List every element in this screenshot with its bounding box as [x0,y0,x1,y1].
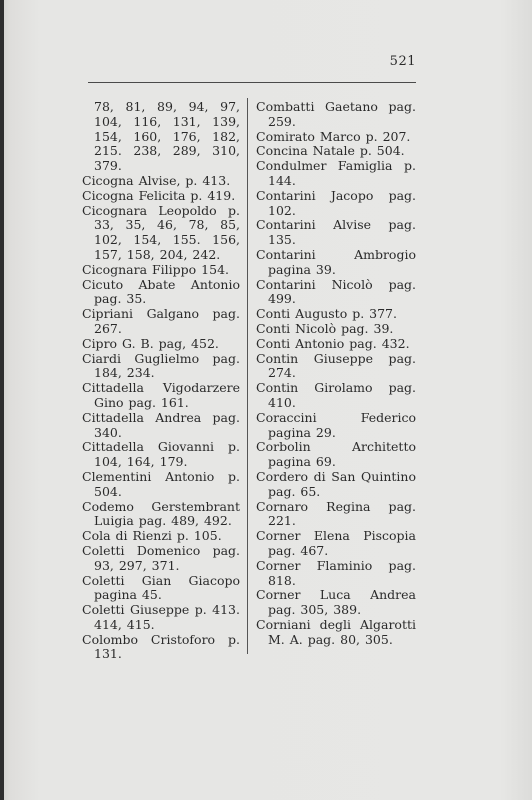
index-entry: Cordero di San Quintino pag. 65. [256,468,416,499]
index-entry: Cipriani Galgano pag. 267. [82,306,240,336]
index-entry: Ciardi Guglielmo pag. 184, 234. [82,350,240,381]
index-entry: 78, 81, 89, 94, 97, 104, 116, 131, 139, 154, 160, 176, 182, 215. 238, 289, 310, 379. [94,99,240,174]
index-entry: Corniani degli Algarotti M. A. pag. 80, 305. [256,616,416,647]
index-entry: Concina Natale p. 504. [256,143,405,159]
index-entry: Cicogna Alvise, p. 413. [82,172,231,188]
index-entry: Cittadella Vigodarzere Gino pag. 161. [82,380,240,410]
index-entry: Coletti Gian Giacopo pagina 45. [82,572,240,603]
index-entry: Contin Girolamo pag. 410. [256,380,416,410]
column-divider [247,98,248,654]
page-number: 521 [389,54,416,69]
index-entry: Combatti Gaetano pag. 259. [256,99,416,129]
index-entry: Contarini Ambrogio pagina 39. [256,246,416,277]
header-rule [88,82,416,83]
index-entry: Cittadella Andrea pag. 340. [82,409,240,440]
index-entry: Contarini Jacopo pag. 102. [256,187,416,218]
index-entry: Corbolin Architetto pagina 69. [256,439,416,470]
index-entry: Corner Luca Andrea pag. 305, 389. [256,587,416,618]
index-entry: Codemo Gerstembrant Luigia pag. 489, 492. [82,498,240,529]
index-entry: Clementini Antonio p. 504. [82,468,240,499]
index-entry: Conti Augusto p. 377. [256,306,397,322]
index-entry: Comirato Marco p. 207. [256,128,411,144]
index-entry: Contin Giuseppe pag. 274. [256,350,416,381]
index-entry: Condulmer Famiglia p. 144. [256,158,416,188]
index-entry: Cornaro Regina pag. 221. [256,498,416,529]
index-entry: Contarini Alvise pag. 135. [256,217,416,248]
index-entry: Coraccini Federico pagina 29. [256,409,416,440]
index-right-column [256,100,416,647]
index-entry: Cicognara Filippo 154. [82,261,229,277]
index-entry: Cipro G. B. pag, 452. [82,335,219,351]
index-entry: Colombo Cristoforo p. 131. [82,631,240,662]
index-entry: Cittadella Giovanni p. 104, 164, 179. [82,439,240,470]
index-entry: Conti Nicolò pag. 39. [256,320,394,336]
index-entry: Coletti Domenico pag. 93, 297, 371. [82,542,240,573]
index-entry: Corner Elena Piscopia pag. 467. [256,528,416,558]
page-binding-edge [0,0,4,800]
index-entry: Contarini Nicolò pag. 499. [256,276,416,307]
index-entry: Coletti Giuseppe p. 413. 414, 415. [82,602,240,632]
index-entry: Conti Antonio pag. 432. [256,335,410,351]
index-entry: Corner Flaminio pag. 818. [256,557,416,588]
index-left-column [82,100,240,662]
index-entry: Cicuto Abate Antonio pag. 35. [82,276,240,307]
index-entry: Cicognara Leopoldo p. 33, 35, 46, 78, 85, 102, 154, 155. 156, 157, 158, 204, 242. [82,202,240,262]
index-entry: Cola di Rienzi p. 105. [82,528,222,544]
index-entry: Cicogna Felicita p. 419. [82,187,236,203]
